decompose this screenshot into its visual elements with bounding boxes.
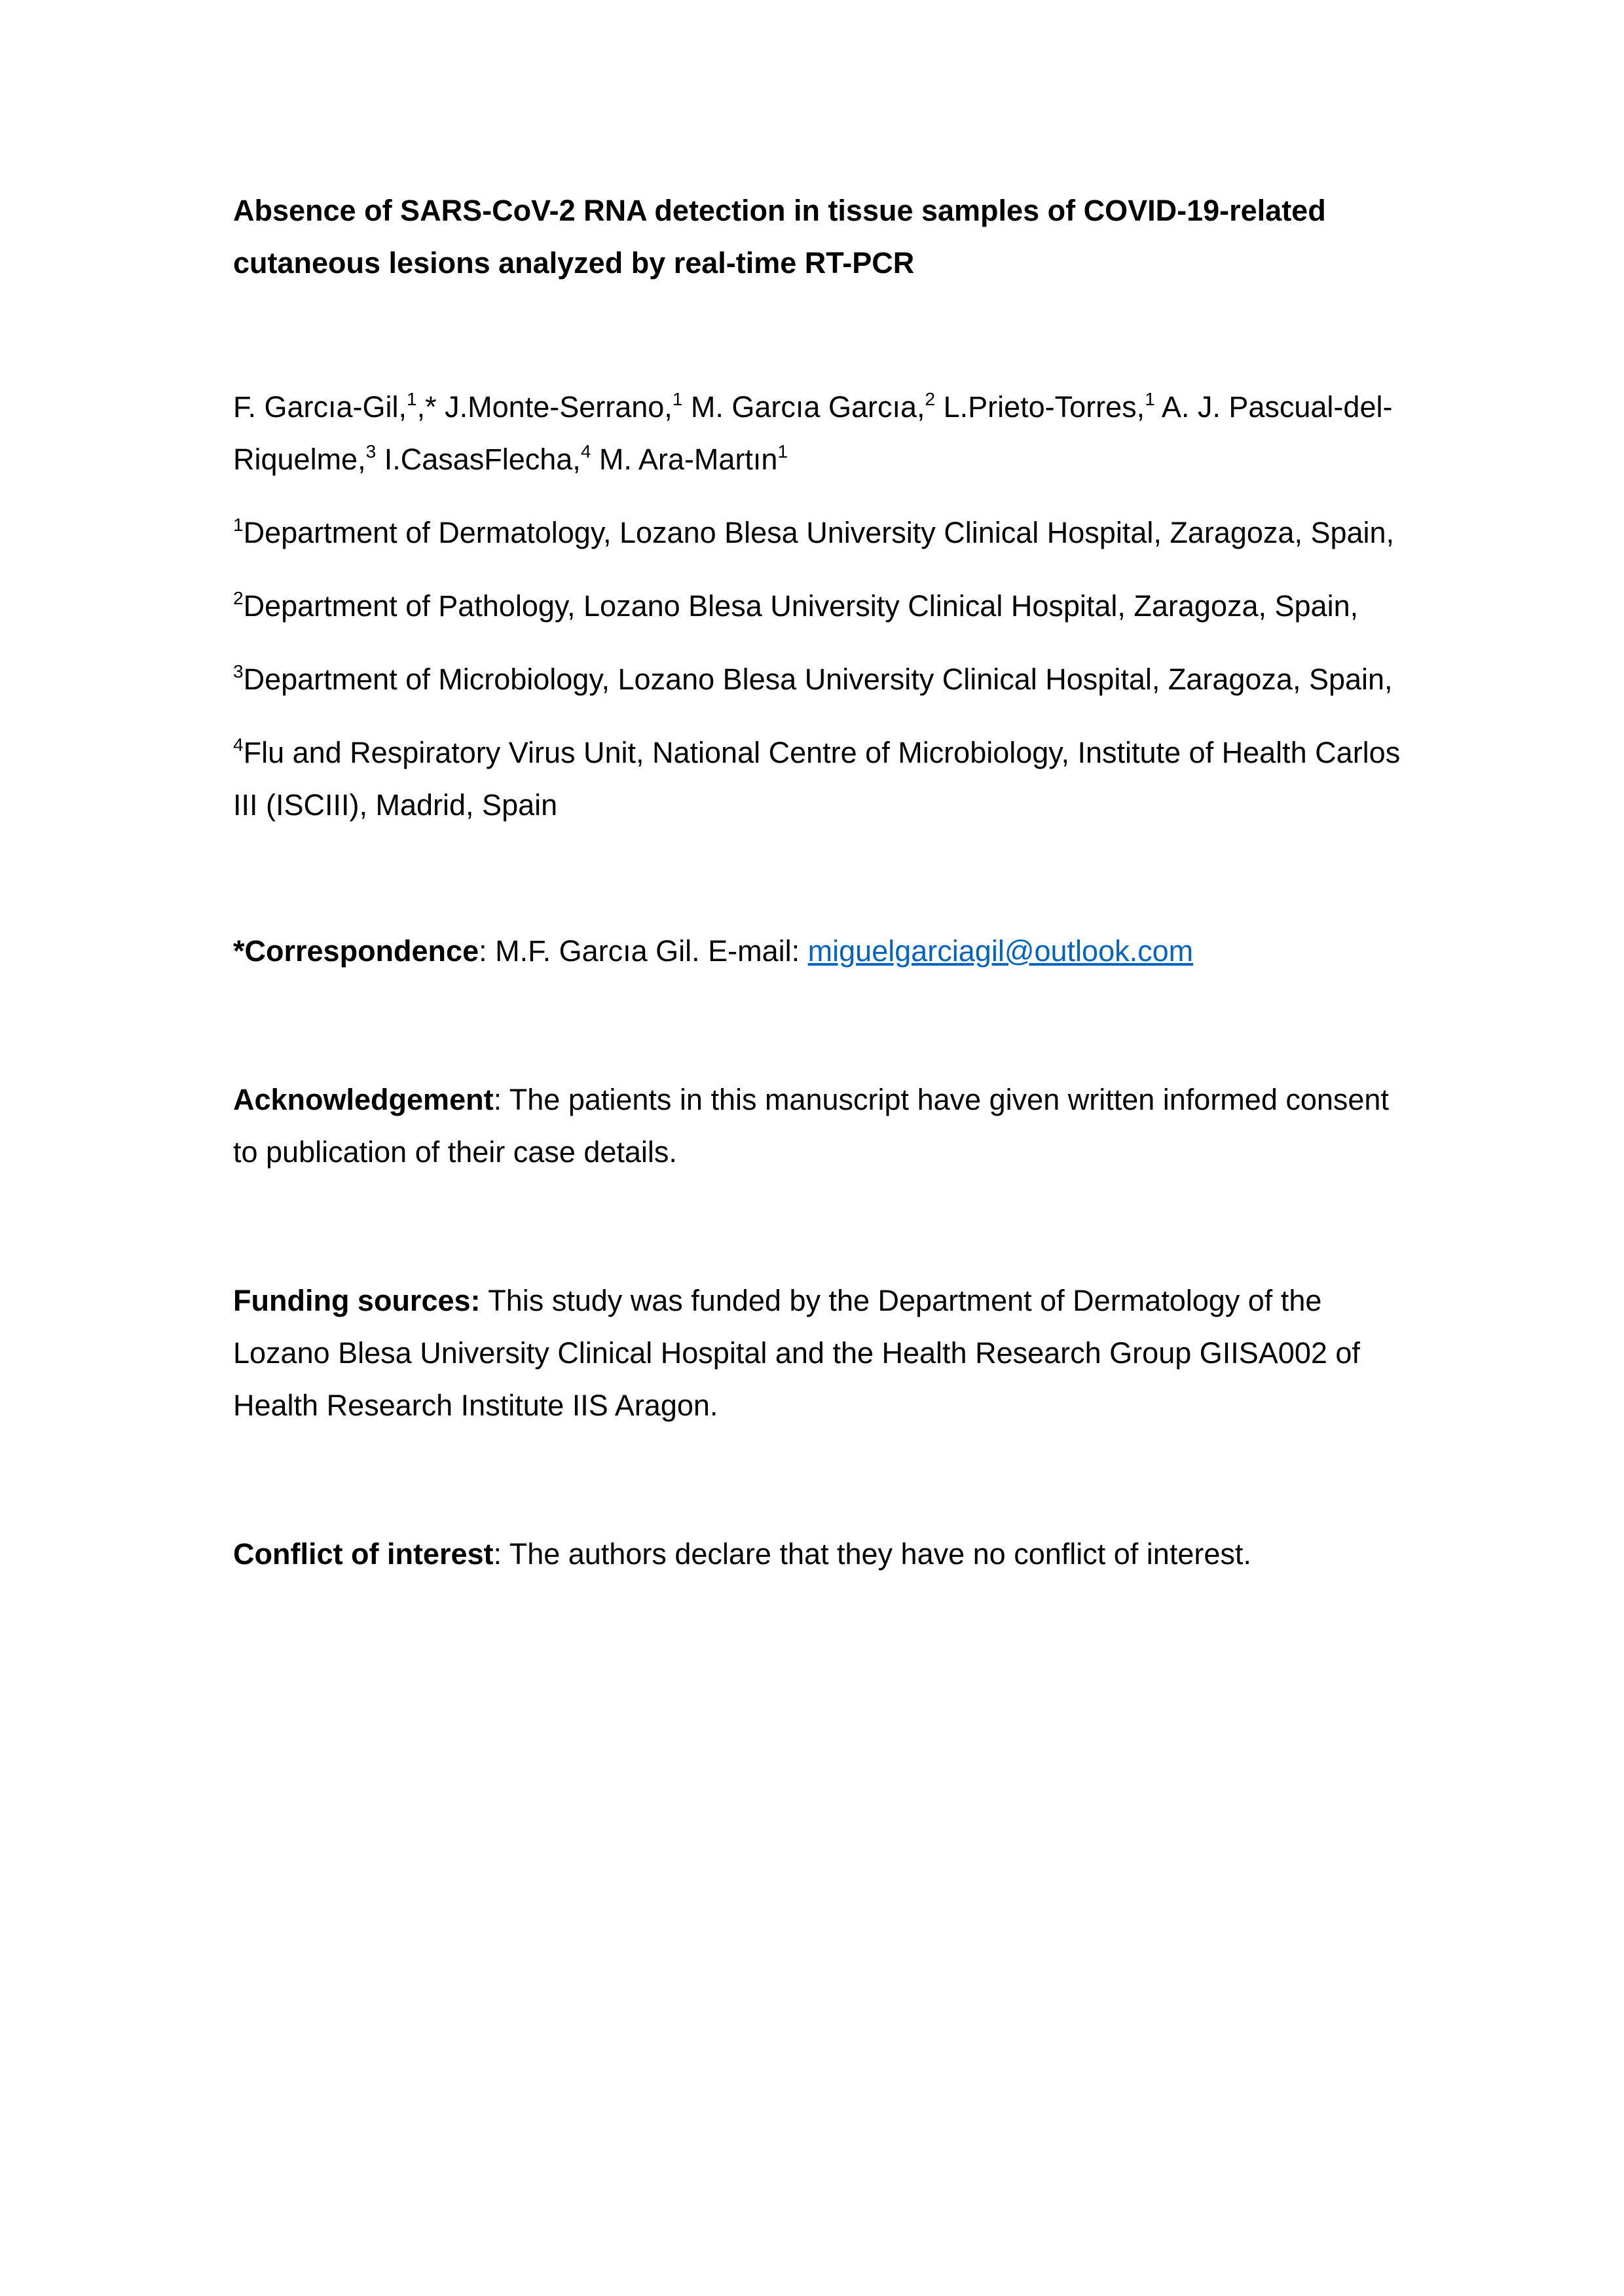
acknowledgement [233,1074,1405,1178]
affiliation-3 [233,653,1405,706]
correspondence-text: : M.F. Garcıa Gil. E-mail: [479,934,808,968]
paper-title: Absence of SARS-CoV-2 RNA detection in tissue samples of COVID-19-related cutaneous lesions analyzed by real-time RT-PCR [233,194,1326,280]
author-list [233,381,1405,486]
author-5: A. J. Pascual-del-Riquelme,$^3$ [233,390,1393,476]
affiliation-4-mark: 4 [233,735,244,755]
author-6: I.CasasFlecha,$^4$ [384,441,591,476]
acknowledgement-label: Acknowledgement [233,1083,494,1116]
affiliation-2 [233,580,1405,632]
manuscript-title-page [233,185,1405,1580]
author-2: J.Monte-Serrano,$^1$ [445,389,683,424]
author-4-affiliation-mark: 1 [1145,389,1155,409]
acknowledgement-text: : The patients in this manuscript have given written informed consent to publication of their case details. [233,1083,1389,1169]
author-7-affiliation-mark: 1 [777,441,788,462]
affiliation-1-mark: 1 [233,515,244,535]
affiliation-1-text: Department of Dermatology, Lozano Blesa University Clinical Hospital, Zaragoza, Spain, [243,516,1395,549]
author-3: M. Garcıa Garcıa,$^2$ [690,389,936,424]
affiliation-3-text: Department of Microbiology, Lozano Blesa University Clinical Hospital, Zaragoza, Spain, [243,663,1393,696]
author-2-affiliation-mark: 1 [672,389,683,409]
conflict-of-interest [233,1528,1405,1580]
funding-label: Funding sources: [233,1284,481,1317]
funding-text: This study was funded by the Department of Dermatology of the Lozano Blesa University Clinical Hospital and the Health Research Group GIISA002 of Health Research Institute IIS Aragon. [233,1284,1360,1422]
correspondence [233,925,1405,977]
author-5-affiliation-mark: 3 [365,441,377,462]
correspondence-label: *Correspondence [233,934,479,968]
author-3-affiliation-mark: 2 [925,389,936,409]
author-6-affiliation-mark: 4 [580,441,591,462]
affiliation-2-mark: 2 [233,588,244,608]
affiliation-4 [233,727,1405,831]
author-1: F. Garcıa-Gil,$^1$,* [233,389,445,424]
email-link[interactable]: miguelgarciagil@outlook.com [807,934,1194,968]
author-4: L.Prieto-Torres,$^1$ [943,389,1155,424]
affiliation-3-mark: 3 [233,661,244,682]
conflict-label: Conflict of interest [233,1537,494,1571]
affiliation-2-text: Department of Pathology, Lozano Blesa University Clinical Hospital, Zaragoza, Spain, [243,589,1359,623]
author-7: M. Ara-Martın$^1$ [599,441,788,476]
funding-sources [233,1275,1405,1432]
author-1-affiliation-mark: 1 [407,389,417,409]
conflict-text: : The authors declare that they have no conflict of interest. [493,1537,1251,1571]
affiliation-1 [233,507,1405,559]
affiliation-4-text: Flu and Respiratory Virus Unit, National Centre of Microbiology, Institute of Health Carlos III (ISCIII), Madrid, Spain [233,736,1401,822]
